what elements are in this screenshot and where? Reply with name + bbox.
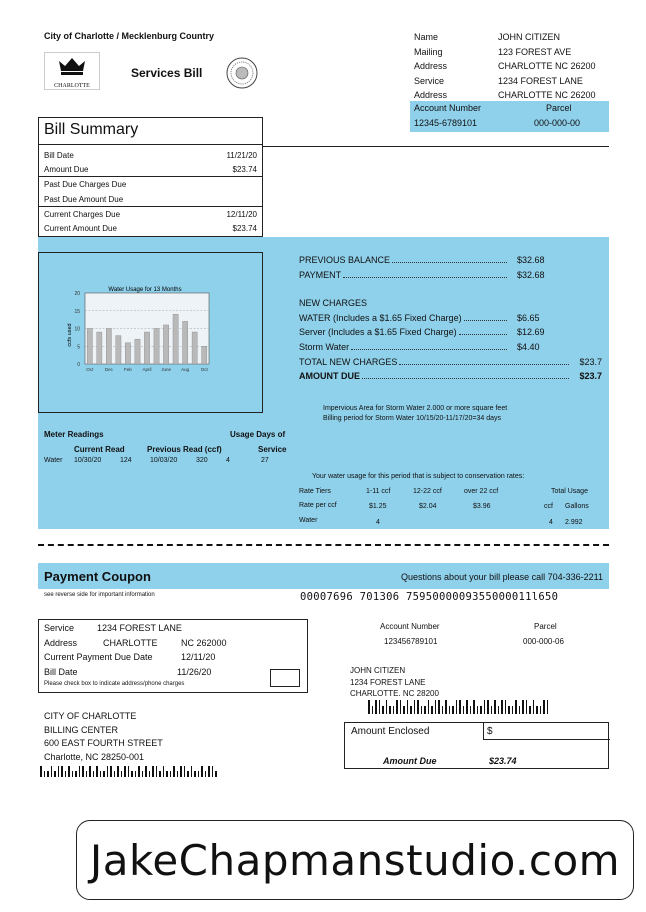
- barcode-bar: [58, 766, 60, 777]
- barcode-bar: [536, 706, 538, 714]
- payment-due-label: Current Payment Due Date: [44, 652, 153, 662]
- name-label: Name: [414, 32, 439, 42]
- mailing-label: Mailing: [414, 46, 443, 57]
- amount-enclosed-label: Amount Enclosed: [351, 726, 430, 737]
- bill-title: Services Bill: [131, 66, 203, 80]
- barcode-bar: [375, 700, 377, 714]
- postal-barcode: [368, 700, 548, 714]
- bill-date-label: Bill Date: [44, 151, 74, 160]
- service-address-label: Address: [414, 90, 448, 100]
- tier-2: 12-22 ccf: [413, 488, 442, 495]
- barcode-bar: [89, 766, 91, 777]
- bar-july: [173, 314, 178, 364]
- bar-april: [144, 332, 149, 364]
- barcode-bar: [145, 766, 147, 777]
- prev-balance: $32.68: [517, 255, 545, 265]
- barcode-bar: [470, 706, 472, 714]
- tier-3: over 22 ccf: [464, 488, 499, 495]
- account-number-label: Account Number: [414, 103, 482, 113]
- x-tick-label: Oct: [86, 367, 94, 372]
- barcode-bar: [191, 766, 193, 777]
- x-tick-label: Feb: [124, 367, 132, 372]
- barcode-bar: [505, 700, 507, 714]
- scanline: 00007696 701306 7595000009355000011l650: [300, 591, 559, 603]
- barcode-bar: [201, 766, 203, 777]
- barcode-bar: [522, 700, 524, 714]
- barcode-bar: [187, 771, 189, 777]
- barcode-bar: [173, 766, 175, 777]
- amount-due-total: $23.7: [579, 371, 602, 382]
- mailing-value: 123 FOREST AVE: [498, 46, 572, 57]
- barcode-bar: [431, 706, 433, 714]
- barcode-bar: [407, 700, 409, 714]
- barcode-bar: [107, 766, 109, 777]
- charges-list: [299, 253, 602, 384]
- logo-text: CHARLOTTE: [54, 83, 90, 89]
- barcode-bar: [47, 771, 49, 777]
- bar-june: [163, 325, 168, 364]
- barcode-bar: [128, 766, 130, 777]
- rate-tiers-label: Rate Tiers: [299, 488, 331, 495]
- coupon-address-label: Address: [44, 638, 78, 648]
- barcode-bar: [501, 700, 503, 714]
- x-tick-label: Dec: [104, 367, 113, 372]
- coupon-account-label: Account Number: [380, 622, 440, 631]
- coupon-bill-date-label: Bill Date: [44, 667, 78, 677]
- barcode-bar: [82, 766, 84, 777]
- rate-3: $3.96: [473, 503, 491, 510]
- bar-aug: [183, 321, 188, 364]
- barcode-bar: [459, 700, 461, 714]
- coupon-bill-date: 11/26/20: [177, 667, 212, 677]
- barcode-bar: [526, 700, 528, 714]
- city-seal-icon: [226, 57, 258, 89]
- barcode-bar: [372, 706, 374, 714]
- coupon-address-city: CHARLOTTE: [103, 638, 158, 648]
- barcode-bar: [547, 700, 549, 714]
- meter-title: Meter Readings: [44, 430, 104, 439]
- coupon-amount-due: $23.74: [489, 756, 517, 766]
- meter-previous-read: 320: [196, 457, 208, 464]
- barcode-bar: [156, 766, 158, 777]
- bar-jan: [116, 336, 121, 364]
- barcode-bar: [533, 700, 535, 714]
- bar-sep: [192, 332, 197, 364]
- current-charges-label: Current Charges Due: [44, 210, 121, 219]
- mail-name: JOHN CITIZEN: [350, 666, 406, 675]
- water-charge-label: WATER (Includes a $1.65 Fixed Charge): [299, 312, 462, 323]
- barcode-bar: [163, 766, 165, 777]
- barcode-bar: [519, 706, 521, 714]
- barcode-bar: [393, 706, 395, 714]
- y-tick-label: 5: [77, 344, 80, 351]
- barcode-bar: [142, 771, 144, 777]
- address-change-checkbox[interactable]: [270, 669, 300, 687]
- charlotte-logo: [44, 52, 100, 90]
- x-tick-label: June: [161, 367, 171, 372]
- coupon-service-label: Service: [44, 623, 75, 633]
- barcode-bar: [487, 700, 489, 714]
- barcode-bar: [400, 700, 402, 714]
- barcode-bar: [65, 771, 67, 777]
- conservation-water-tier1: 4: [376, 519, 380, 526]
- coupon-title: Payment Coupon: [44, 569, 151, 584]
- coupon-parcel-label: Parcel: [534, 622, 557, 631]
- current-amount-label: Current Amount Due: [44, 224, 117, 233]
- storm-note-2: Billing period for Storm Water 10/15/20-11/17/20=34 days: [323, 415, 502, 422]
- water-charge: $6.65: [517, 312, 540, 323]
- barcode-bar: [117, 766, 119, 777]
- x-tick-label: April: [142, 367, 152, 372]
- barcode-bar: [121, 771, 123, 777]
- remit-line-1: CITY OF CHARLOTTE: [44, 711, 137, 721]
- barcode-bar: [152, 766, 154, 777]
- barcode-bar: [208, 766, 210, 777]
- barcode-bar: [477, 706, 479, 714]
- barcode-bar: [159, 771, 161, 777]
- x-tick-label: Aug: [181, 367, 190, 372]
- meter-previous-date: 10/03/20: [150, 457, 178, 464]
- barcode-bar: [463, 706, 465, 714]
- barcode-bar: [417, 700, 419, 714]
- sewer-charge: $12.69: [517, 327, 545, 338]
- meter-days: 27: [261, 457, 269, 464]
- mail-street: 1234 FOREST LANE: [350, 677, 426, 687]
- bar-dec: [106, 329, 111, 365]
- barcode-bar: [149, 771, 151, 777]
- barcode-bar: [44, 771, 46, 777]
- mailing-address-block: [350, 665, 439, 700]
- tier-1: 1-11 ccf: [366, 488, 391, 495]
- remit-barcode: [40, 766, 217, 777]
- address-label: Address: [414, 61, 448, 71]
- meter-row: [44, 457, 274, 467]
- usage-chart-svg: [39, 253, 262, 412]
- total-usage-label: Total Usage: [551, 488, 588, 495]
- barcode-bar: [205, 771, 207, 777]
- bill-summary-title: Bill Summary: [44, 121, 139, 138]
- meter-usage: 4: [226, 457, 230, 464]
- storm-note-1: Impervious Area for Storm Water 2.000 or more square feet: [323, 405, 508, 412]
- service-label: Service: [414, 75, 445, 86]
- barcode-bar: [456, 700, 458, 714]
- rate-per-ccf-label: Rate per ccf: [299, 502, 337, 509]
- coupon-account-number: 123456789101: [384, 637, 438, 646]
- usage-chart: [38, 252, 263, 413]
- conservation-total-ccf: 4: [549, 519, 553, 526]
- bar-feb: [125, 343, 130, 364]
- meter-type: Water: [44, 457, 63, 464]
- barcode-bar: [498, 706, 500, 714]
- account-box: [410, 101, 609, 132]
- barcode-bar: [68, 766, 70, 777]
- barcode-bar: [396, 700, 398, 714]
- barcode-bar: [442, 706, 444, 714]
- barcode-bar: [421, 706, 423, 714]
- mail-city: CHARLOTTE. NC 28200: [350, 689, 439, 698]
- remit-line-2: BILLING CENTER: [44, 724, 119, 735]
- bar-nov: [97, 332, 102, 364]
- meter-service-label: Service: [258, 445, 287, 454]
- barcode-bar: [438, 700, 440, 714]
- meter-current-date: 10/30/20: [74, 457, 102, 464]
- crown-icon: [45, 53, 99, 79]
- barcode-bar: [110, 766, 112, 777]
- past-due-charges-label: Past Due Charges Due: [44, 180, 127, 189]
- account-number: 12345-6789101: [414, 118, 478, 128]
- barcode-bar: [166, 771, 168, 777]
- parcel-label: Parcel: [546, 103, 572, 113]
- coupon-amount-due-label: Amount Due: [383, 756, 437, 766]
- amount-enclosed-input[interactable]: [483, 723, 610, 740]
- barcode-bar: [177, 771, 179, 777]
- tear-line: [38, 544, 609, 546]
- meter-current-read: 124: [120, 457, 132, 464]
- ccf-label: ccf: [544, 503, 553, 510]
- coupon-address-zip: NC 262000: [181, 638, 227, 648]
- barcode-bar: [54, 771, 56, 777]
- service-address-value: CHARLOTTE NC 26200: [498, 90, 596, 100]
- barcode-bar: [508, 706, 510, 714]
- payment-label: PAYMENT: [299, 269, 342, 280]
- coupon-service-value: 1234 FOREST LANE: [97, 623, 182, 633]
- storm-charge: $4.40: [517, 341, 540, 352]
- bill-date: 11/21/20: [226, 151, 257, 160]
- barcode-bar: [389, 706, 391, 714]
- barcode-bar: [466, 700, 468, 714]
- usage-days-label: Usage Days of: [230, 430, 286, 439]
- address-value: CHARLOTTE NC 26200: [498, 61, 596, 71]
- barcode-bar: [212, 766, 214, 777]
- bill-summary: [38, 117, 263, 237]
- conservation-water-label: Water: [299, 517, 318, 524]
- barcode-bar: [529, 706, 531, 714]
- coupon-header: [38, 563, 609, 589]
- remit-line-3: 600 EAST FOURTH STREET: [44, 738, 163, 748]
- org-name: City of Charlotte / Mecklenburg Country: [44, 31, 215, 41]
- barcode-bar: [184, 766, 186, 777]
- barcode-bar: [435, 700, 437, 714]
- barcode-bar: [131, 771, 133, 777]
- coupon-parcel-number: 000-000-06: [523, 637, 564, 646]
- watermark-box: [76, 820, 634, 900]
- barcode-bar: [170, 771, 172, 777]
- remit-address: [44, 710, 163, 764]
- chart-title: Water Usage for 13 Months: [108, 287, 182, 293]
- conservation-total-gallons: 2.992: [565, 519, 583, 526]
- y-tick-label: 0: [77, 362, 80, 368]
- barcode-bar: [194, 771, 196, 777]
- barcode-bar: [484, 700, 486, 714]
- barcode-bar: [96, 766, 98, 777]
- barcode-bar: [452, 706, 454, 714]
- past-due-amount-label: Past Due Amount Due: [44, 194, 124, 204]
- barcode-bar: [449, 706, 451, 714]
- barcode-bar: [100, 771, 102, 777]
- barcode-bar: [180, 766, 182, 777]
- barcode-bar: [368, 700, 370, 714]
- bar-mar: [135, 339, 140, 364]
- storm-notes: [323, 404, 507, 424]
- bar-oct: [87, 329, 92, 365]
- coupon-questions: Questions about your bill please call 704-336-2211: [401, 572, 603, 582]
- watermark-text: JakeChapmanstudio.com: [89, 835, 621, 885]
- barcode-bar: [79, 766, 81, 777]
- payment-due-date: 12/11/20: [181, 652, 216, 662]
- barcode-bar: [428, 700, 430, 714]
- header-rule: [263, 146, 609, 147]
- amount-enclosed-box: [344, 722, 609, 769]
- barcode-bar: [403, 706, 405, 714]
- barcode-bar: [515, 700, 517, 714]
- barcode-bar: [198, 771, 200, 777]
- barcode-bar: [215, 771, 217, 777]
- checkbox-note: Please check box to indicate address/phone charges: [44, 681, 185, 687]
- barcode-bar: [445, 700, 447, 714]
- barcode-bar: [414, 700, 416, 714]
- barcode-bar: [540, 706, 542, 714]
- barcode-bar: [494, 700, 496, 714]
- y-tick-label: 10: [74, 326, 80, 333]
- bar-oct: [202, 346, 207, 364]
- barcode-bar: [379, 700, 381, 714]
- barcode-bar: [114, 771, 116, 777]
- chart-y-label: ccfs used: [67, 323, 73, 347]
- barcode-bar: [480, 706, 482, 714]
- y-tick-label: 20: [74, 291, 80, 297]
- barcode-bar: [424, 706, 426, 714]
- rate-1: $1.25: [369, 503, 387, 510]
- dollar-sign: $: [487, 726, 493, 737]
- barcode-bar: [75, 771, 77, 777]
- storm-charge-label: Storm Water: [299, 341, 350, 352]
- barcode-bar: [491, 706, 493, 714]
- x-tick-label: Oct: [200, 367, 208, 372]
- payment-amount: $32.68: [517, 269, 545, 280]
- customer-name: JOHN CITIZEN: [498, 32, 560, 42]
- total-new-charges: $23.7: [579, 356, 602, 367]
- barcode-bar: [512, 706, 514, 714]
- coupon-details: [38, 619, 308, 693]
- current-amount: $23.74: [232, 224, 257, 233]
- total-new-label: TOTAL NEW CHARGES: [299, 356, 398, 367]
- prev-balance-label: PREVIOUS BALANCE: [299, 255, 391, 265]
- bar-may: [154, 329, 159, 365]
- gallons-label: Gallons: [565, 503, 589, 510]
- barcode-bar: [40, 766, 42, 777]
- barcode-bar: [138, 766, 140, 777]
- rate-2: $2.04: [419, 503, 437, 510]
- customer-info: [414, 30, 609, 103]
- amount-due: $23.74: [232, 165, 257, 174]
- previous-read-label: Previous Read (ccf): [147, 445, 222, 454]
- barcode-bar: [382, 706, 384, 714]
- service-value: 1234 FOREST LANE: [498, 75, 583, 86]
- barcode-bar: [386, 700, 388, 714]
- remit-line-4: Charlotte, NC 28250-001: [44, 751, 145, 762]
- y-tick-label: 15: [74, 308, 80, 315]
- barcode-bar: [135, 771, 137, 777]
- barcode-bar: [86, 771, 88, 777]
- barcode-bar: [473, 700, 475, 714]
- barcode-bar: [124, 766, 126, 777]
- conservation-table: [299, 488, 599, 530]
- barcode-bar: [543, 700, 545, 714]
- new-charges-label: NEW CHARGES: [299, 298, 368, 309]
- barcode-bar: [61, 766, 63, 777]
- amount-due-label: Amount Due: [44, 165, 89, 174]
- amount-due-total-label: AMOUNT DUE: [299, 371, 360, 382]
- barcode-bar: [72, 771, 74, 777]
- barcode-bar: [93, 771, 95, 777]
- current-charges-date: 12/11/20: [226, 210, 257, 219]
- parcel-number: 000-000-00: [534, 118, 581, 128]
- reverse-note: see reverse side for important information: [44, 592, 155, 598]
- conservation-title: Your water usage for this period that is subject to conservation rates:: [312, 473, 525, 480]
- barcode-bar: [103, 771, 105, 777]
- sewer-charge-label: Server (Includes a $1.65 Fixed Charge): [299, 327, 457, 338]
- barcode-bar: [410, 706, 412, 714]
- barcode-bar: [51, 766, 53, 777]
- current-read-label: Current Read: [74, 445, 125, 454]
